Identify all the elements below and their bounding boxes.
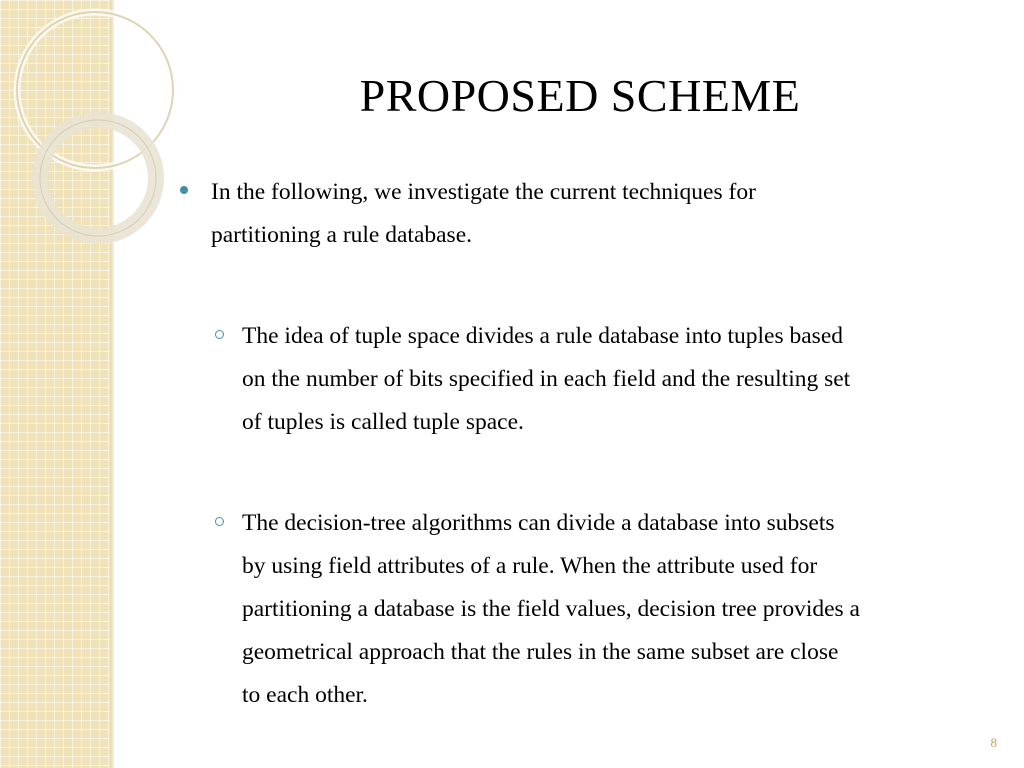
sub-bullet-text <box>242 315 850 444</box>
ring-bullet-icon <box>215 330 224 339</box>
text-line: by using field attributes of a rule. When the attribute used for <box>242 553 818 579</box>
text-line: In the following, we investigate the current techniques for <box>211 179 756 205</box>
sub-bullet-text <box>242 502 860 717</box>
text-line: The decision-tree algorithms can divide a database into subsets <box>242 510 835 536</box>
decorative-rings <box>0 0 140 260</box>
text-line: partitioning a database is the field values, decision tree provides a <box>242 596 860 622</box>
slide-title: PROPOSED SCHEME <box>359 70 801 121</box>
sub-bullet-tuple-space <box>215 315 995 444</box>
page-number: 8 <box>990 735 997 750</box>
main-bullet-text <box>211 171 756 257</box>
text-line: on the number of bits specified in each field and the resulting set <box>242 366 851 392</box>
text-line: partitioning a rule database. <box>211 222 473 248</box>
bullet-dot-icon <box>180 186 188 194</box>
text-line: The idea of tuple space divides a rule database into tuples based <box>242 323 843 349</box>
text-line: geometrical approach that the rules in the same subset are close <box>242 639 839 665</box>
text-line: to each other. <box>242 682 368 708</box>
ring-bullet-icon <box>215 517 224 526</box>
sub-bullet-decision-tree <box>215 502 1005 717</box>
text-line: of tuples is called tuple space. <box>242 409 524 435</box>
main-bullet <box>180 171 940 257</box>
